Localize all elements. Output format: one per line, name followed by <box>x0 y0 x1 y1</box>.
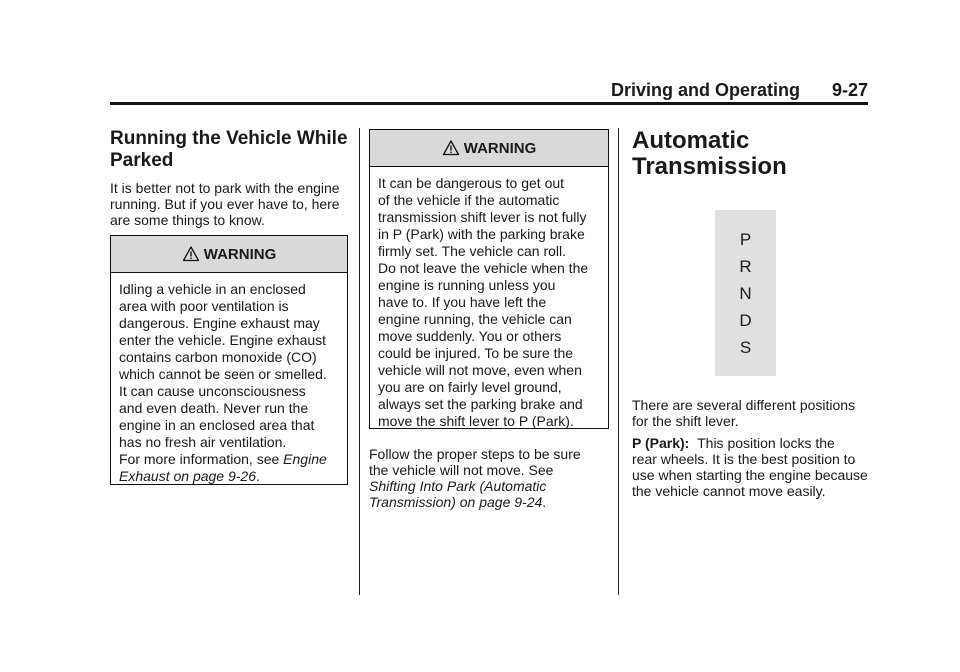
header-rule <box>110 102 868 105</box>
ref-link-engine[interactable]: Engine <box>283 451 327 467</box>
warning-line: Idling a vehicle in an enclosed <box>119 281 306 297</box>
column-divider-2 <box>618 128 619 595</box>
warning-line: contains carbon monoxide (CO) <box>119 349 317 365</box>
warning-line: dangerous. Engine exhaust may <box>119 315 320 331</box>
park-paragraph <box>632 435 868 499</box>
warning-line: always set the parking brake and <box>378 396 583 412</box>
cross-reference-cont <box>369 494 607 510</box>
ref-prefix: For more information, see <box>119 451 284 467</box>
warning-line: of the vehicle if the automatic <box>378 192 560 208</box>
warning-line: enter the vehicle. Engine exhaust <box>119 332 327 348</box>
cross-reference-cont <box>119 468 339 485</box>
warning-line: which cannot be seen or smelled. <box>119 366 327 382</box>
column-1 <box>110 128 348 228</box>
gear-p: P <box>739 230 752 249</box>
park-first-line <box>632 435 868 451</box>
warning-line: engine is running unless you <box>378 277 556 293</box>
warning-line: have to. If you have left the <box>378 294 547 310</box>
page-header <box>110 80 868 100</box>
warning-box-exhaust <box>110 235 348 485</box>
warning-line: and even death. Never run the <box>119 400 309 416</box>
warning-line: could be injured. To be sure the <box>378 345 574 361</box>
warning-line: vehicle will not move, even when <box>378 362 582 378</box>
warning-header <box>111 236 347 273</box>
warning-text <box>111 273 347 493</box>
warning-line: move the shift lever to P (Park). <box>378 413 574 429</box>
positions-paragraph <box>632 397 868 429</box>
warning-box-park <box>369 129 609 429</box>
shift-indicator-graphic <box>715 210 776 376</box>
warning-line: engine running, the vehicle can <box>378 311 572 327</box>
warning-line: It can be dangerous to get out <box>378 175 565 191</box>
follow-paragraph <box>369 446 607 510</box>
warning-line: you are on fairly level ground, <box>378 379 562 395</box>
warning-line: in P (Park) with the parking brake <box>378 226 585 242</box>
follow-line: Follow the proper steps to be sure <box>369 446 581 462</box>
warning-label: WARNING <box>463 139 537 157</box>
warning-line: Do not leave the vehicle when the <box>378 260 589 276</box>
column-divider-1 <box>359 128 360 595</box>
gear-n: N <box>739 284 752 303</box>
park-label: P (Park): <box>632 435 690 451</box>
warning-line: engine in an enclosed area that <box>119 417 315 433</box>
park-rest: rear wheels. It is the best position to use when starting the engine because the vehicle cannot move easily. <box>632 451 868 499</box>
chapter-heading-line2: Transmission <box>632 153 787 180</box>
park-first: This position locks the <box>697 435 835 451</box>
intro-paragraph: It is better not to park with the engine running. But if you ever have to, here are some things to know. <box>110 180 340 228</box>
warning-label: WARNING <box>203 245 277 263</box>
gear-d: D <box>739 311 752 330</box>
warning-header <box>370 130 608 167</box>
gear-r: R <box>739 257 752 276</box>
warning-line: transmission shift lever is not fully <box>378 209 587 225</box>
warning-line: has no fresh air ventilation. <box>119 434 287 450</box>
ref-link-shifting[interactable]: Shifting Into Park (Automatic <box>369 478 547 494</box>
warning-line: area with poor ventilation is <box>119 298 289 314</box>
warning-icon <box>182 245 200 263</box>
ref-suffix: . <box>542 494 547 510</box>
warning-line: firmly set. The vehicle can roll. <box>378 243 567 259</box>
section-heading: Running the Vehicle While Parked <box>110 128 348 171</box>
ref-link-exhaust[interactable]: Exhaust on page 9-26 <box>119 468 256 484</box>
warning-icon <box>442 139 460 157</box>
cross-reference <box>369 478 607 494</box>
warning-line: move suddenly. You or others <box>378 328 562 344</box>
cross-reference <box>119 451 339 468</box>
gear-s: S <box>739 338 752 357</box>
ref-suffix: . <box>256 468 260 484</box>
column-3 <box>632 128 868 180</box>
page-number: 9-27 <box>831 80 868 100</box>
section-title: Driving and Operating <box>610 80 800 100</box>
ref-link-transmission[interactable]: Transmission) on page 9-24 <box>369 494 543 510</box>
warning-text <box>370 167 608 438</box>
follow-line: the vehicle will not move. See <box>369 462 554 478</box>
chapter-heading-line1: Automatic <box>632 127 750 154</box>
positions-text: There are several different positions for the shift lever. <box>632 397 856 429</box>
warning-line: It can cause unconsciousness <box>119 383 306 399</box>
